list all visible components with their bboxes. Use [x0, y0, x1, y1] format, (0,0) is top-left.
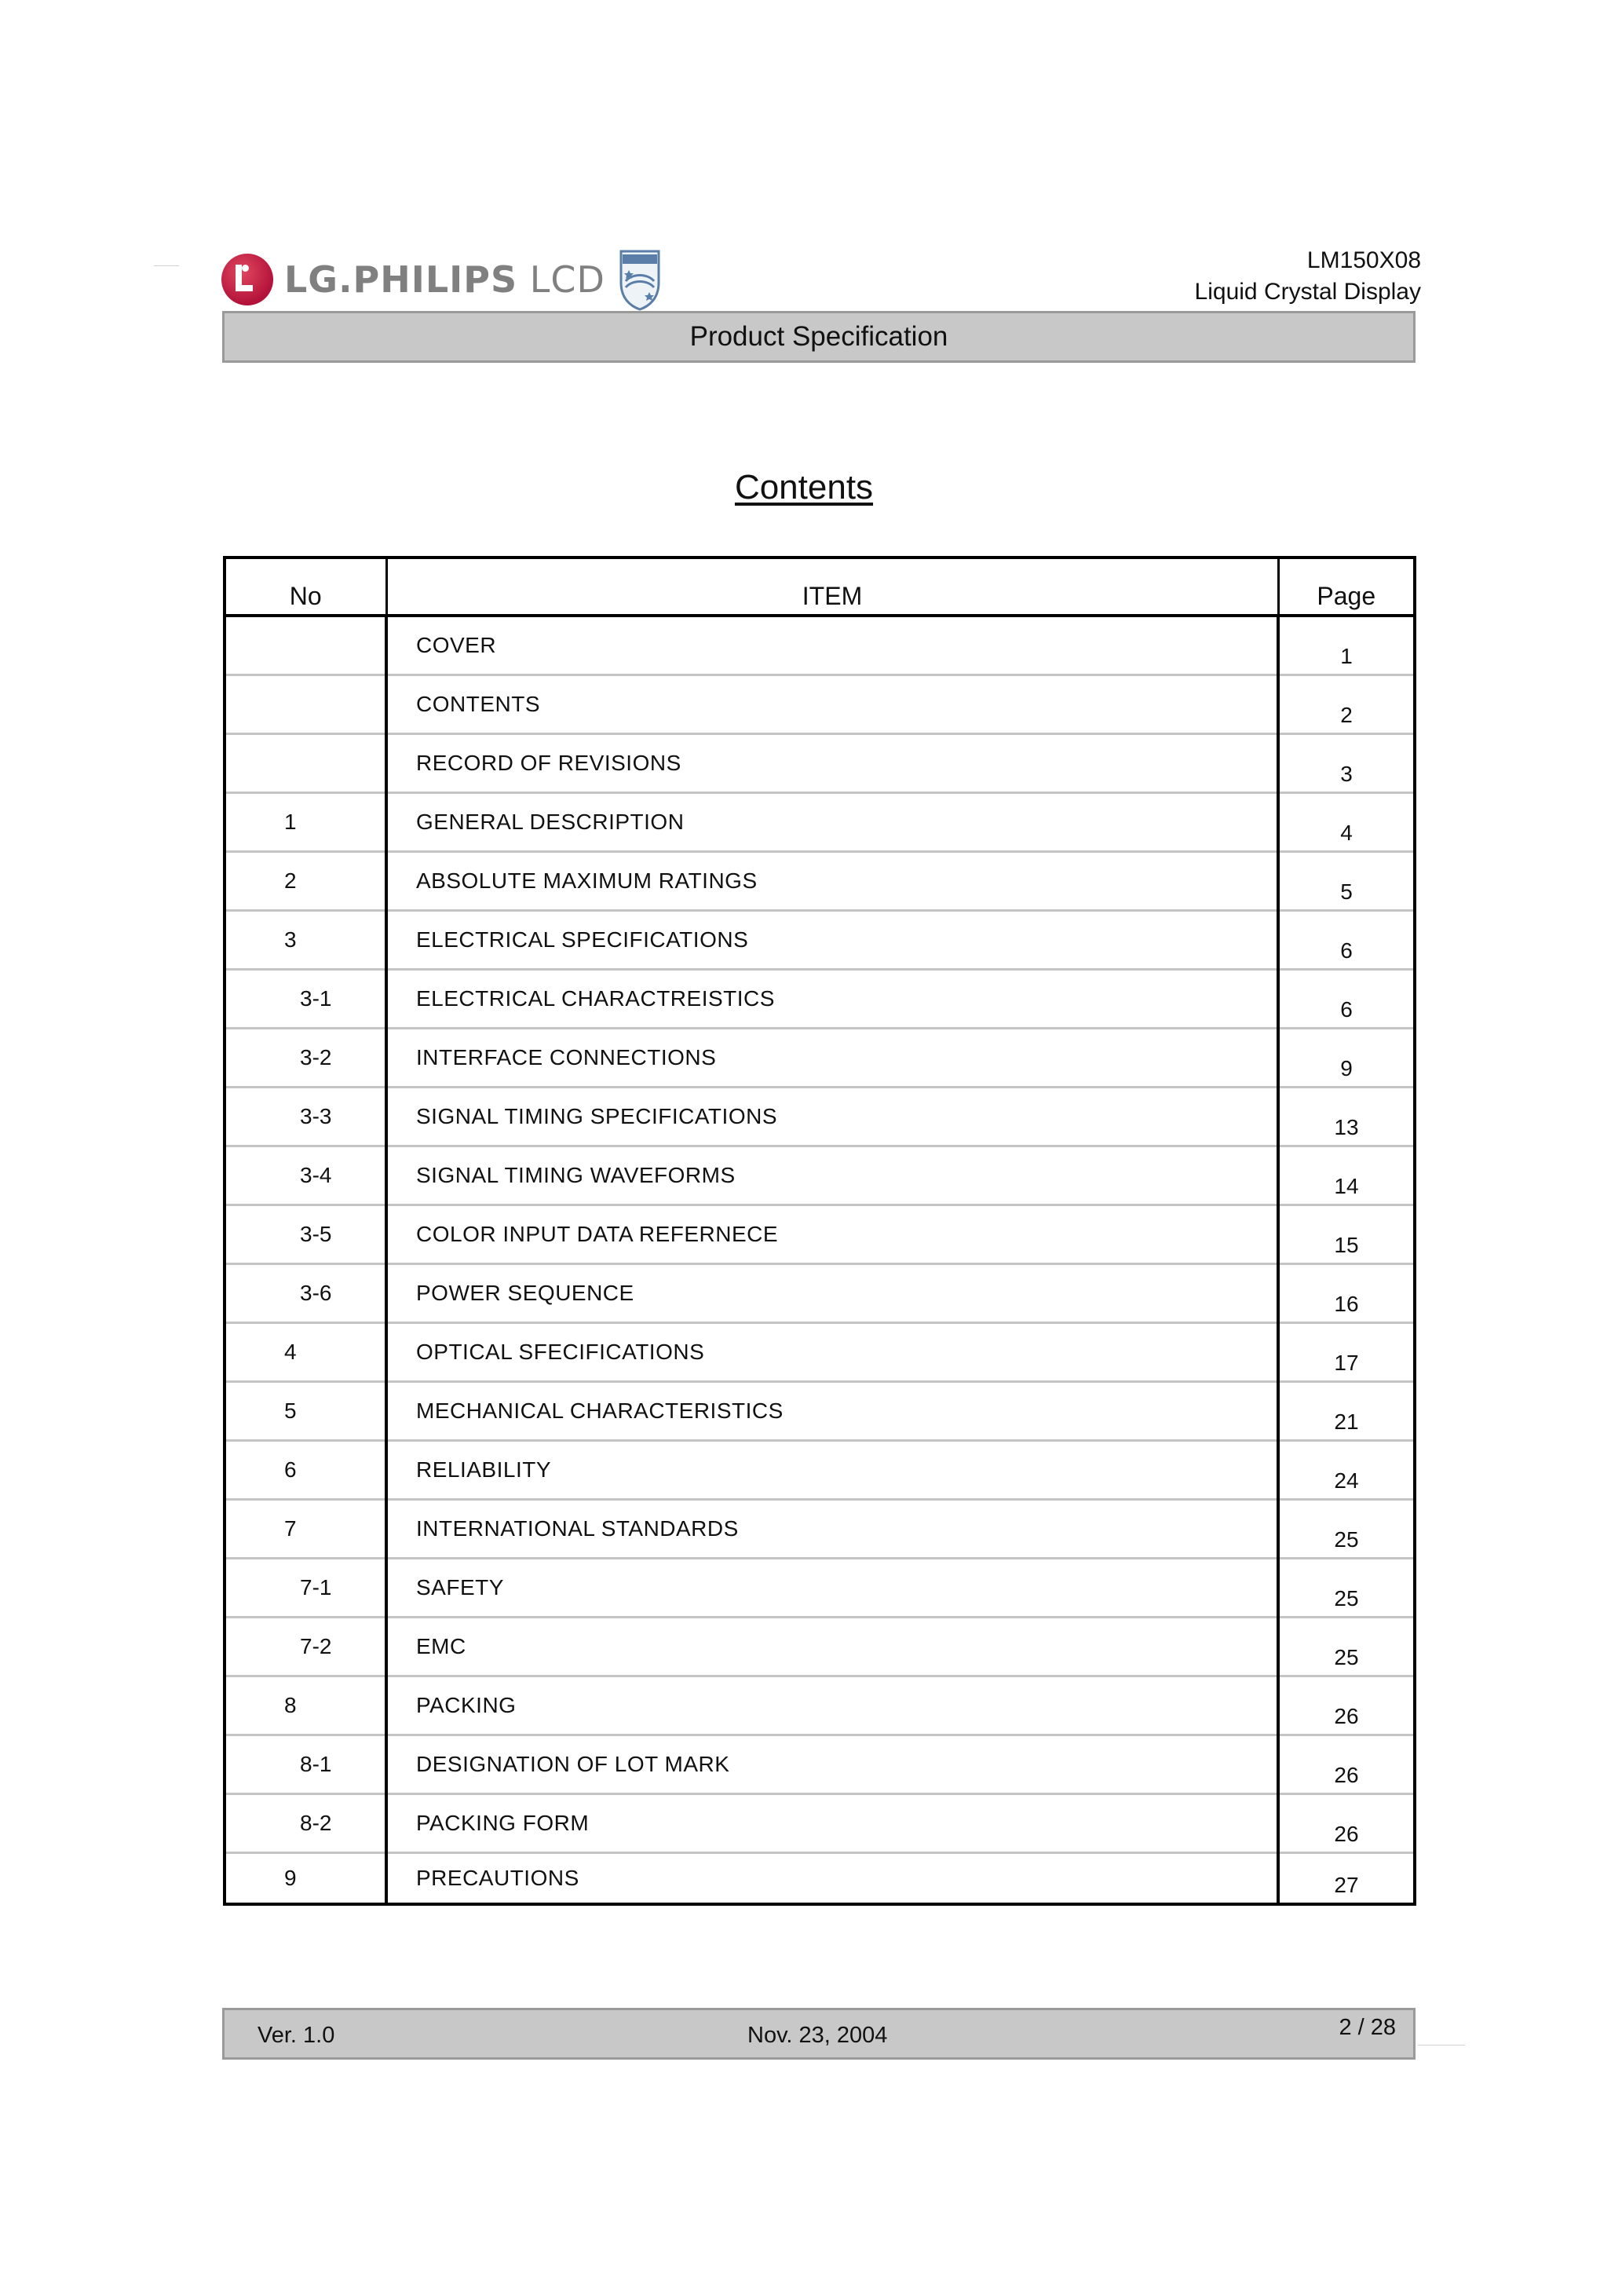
- row-number: [225, 734, 386, 793]
- table-row: [225, 1323, 1415, 1382]
- row-number: 3-1: [225, 970, 386, 1029]
- row-page: 21: [1278, 1382, 1415, 1441]
- page-footer: [222, 2008, 1416, 2060]
- row-number: 3-3: [225, 1088, 386, 1146]
- row-page: 25: [1278, 1618, 1415, 1676]
- row-item: CONTENTS: [386, 675, 1278, 734]
- table-row: [225, 793, 1415, 852]
- row-item: ELECTRICAL CHARACTREISTICS: [386, 970, 1278, 1029]
- row-item: RELIABILITY: [386, 1441, 1278, 1500]
- row-number: [225, 675, 386, 734]
- row-page: 25: [1278, 1559, 1415, 1618]
- row-page: 2: [1278, 675, 1415, 734]
- row-number: 7-1: [225, 1559, 386, 1618]
- row-item: PRECAUTIONS: [386, 1853, 1278, 1905]
- table-row: [225, 1676, 1415, 1735]
- table-row: [225, 1441, 1415, 1500]
- row-item: INTERNATIONAL STANDARDS: [386, 1500, 1278, 1559]
- logo-wordmark: LG.PHILIPS LCD: [284, 258, 605, 301]
- row-number: 6: [225, 1441, 386, 1500]
- row-item: OPTICAL SFECIFICATIONS: [386, 1323, 1278, 1382]
- table-row: [225, 1382, 1415, 1441]
- row-page: 27: [1334, 1873, 1359, 1897]
- product-spec-title: Product Specification: [689, 321, 948, 352]
- row-page: 15: [1278, 1205, 1415, 1264]
- table-row: [225, 1500, 1415, 1559]
- row-number: 8-2: [225, 1794, 386, 1853]
- row-item: GENERAL DESCRIPTION: [386, 793, 1278, 852]
- document-model-block: [1195, 245, 1421, 308]
- column-header-page: Page: [1278, 558, 1415, 616]
- row-item: INTERFACE CONNECTIONS: [386, 1029, 1278, 1088]
- row-page: 4: [1278, 793, 1415, 852]
- row-page: 16: [1278, 1264, 1415, 1323]
- row-page: 14: [1278, 1146, 1415, 1205]
- page-title: Contents: [734, 468, 874, 506]
- row-item: EMC: [386, 1618, 1278, 1676]
- row-page: 25: [1278, 1500, 1415, 1559]
- row-page: 1: [1278, 616, 1415, 675]
- row-number: 5: [225, 1382, 386, 1441]
- table-row: [225, 1029, 1415, 1088]
- row-page: 26: [1278, 1735, 1415, 1794]
- row-number: 3-6: [225, 1264, 386, 1323]
- row-page: 9: [1278, 1029, 1415, 1088]
- margin-mark: [1418, 2045, 1465, 2046]
- table-row: [225, 1853, 1415, 1905]
- row-page: 3: [1278, 734, 1415, 793]
- page-number: 2 / 28: [1339, 2015, 1396, 2040]
- row-page: 13: [1278, 1088, 1415, 1146]
- row-item: COLOR INPUT DATA REFERNECE: [386, 1205, 1278, 1264]
- row-item: ABSOLUTE MAXIMUM RATINGS: [386, 852, 1278, 911]
- row-number: 7: [225, 1500, 386, 1559]
- model-number: LM150X08: [1306, 247, 1421, 273]
- table-row: [225, 1735, 1415, 1794]
- product-spec-bar: [222, 311, 1416, 363]
- table-row: [225, 970, 1415, 1029]
- column-header-no: No: [225, 558, 386, 616]
- row-item: SIGNAL TIMING WAVEFORMS: [386, 1146, 1278, 1205]
- philips-shield-icon: [618, 248, 662, 311]
- row-item: ELECTRICAL SPECIFICATIONS: [386, 911, 1278, 970]
- row-item: SIGNAL TIMING SPECIFICATIONS: [386, 1088, 1278, 1146]
- row-page: 5: [1278, 852, 1415, 911]
- row-page: 26: [1278, 1794, 1415, 1853]
- row-page: 17: [1278, 1323, 1415, 1382]
- row-number: 3-4: [225, 1146, 386, 1205]
- row-number: 3-2: [225, 1029, 386, 1088]
- row-number: 4: [225, 1323, 386, 1382]
- table-row: [225, 1559, 1415, 1618]
- row-item: POWER SEQUENCE: [386, 1264, 1278, 1323]
- document-version: Ver. 1.0: [258, 2023, 335, 2048]
- row-item: RECORD OF REVISIONS: [386, 734, 1278, 793]
- row-number: 8-1: [225, 1735, 386, 1794]
- table-row: [225, 1205, 1415, 1264]
- row-number: 2: [225, 852, 386, 911]
- company-logo: [221, 248, 662, 311]
- row-number: 8: [225, 1676, 386, 1735]
- row-item: DESIGNATION OF LOT MARK: [386, 1735, 1278, 1794]
- table-row: [225, 734, 1415, 793]
- row-page: 26: [1278, 1676, 1415, 1735]
- row-number: 9: [225, 1853, 386, 1905]
- document-date: Nov. 23, 2004: [747, 2023, 888, 2048]
- table-row: [225, 1794, 1415, 1853]
- row-number: 1: [225, 793, 386, 852]
- table-row: [225, 616, 1415, 675]
- row-number: 3: [225, 911, 386, 970]
- table-header-row: [225, 558, 1415, 616]
- margin-mark: [154, 265, 179, 266]
- table-row: [225, 675, 1415, 734]
- row-number: [225, 616, 386, 675]
- column-header-item: ITEM: [386, 558, 1278, 616]
- contents-table: [223, 556, 1416, 1906]
- row-number: 3-5: [225, 1205, 386, 1264]
- row-item: PACKING: [386, 1676, 1278, 1735]
- table-row: [225, 1264, 1415, 1323]
- row-page: 6: [1278, 970, 1415, 1029]
- table-row: [225, 1146, 1415, 1205]
- table-row: [225, 911, 1415, 970]
- row-item: COVER: [386, 616, 1278, 675]
- table-row: [225, 1088, 1415, 1146]
- row-item: PACKING FORM: [386, 1794, 1278, 1853]
- row-item: SAFETY: [386, 1559, 1278, 1618]
- row-item: MECHANICAL CHARACTERISTICS: [386, 1382, 1278, 1441]
- row-page: 24: [1278, 1441, 1415, 1500]
- row-page: 6: [1278, 911, 1415, 970]
- table-row: [225, 1618, 1415, 1676]
- table-row: [225, 852, 1415, 911]
- lg-logo-icon: [221, 254, 273, 305]
- row-number: 7-2: [225, 1618, 386, 1676]
- product-type: Liquid Crystal Display: [1194, 279, 1421, 305]
